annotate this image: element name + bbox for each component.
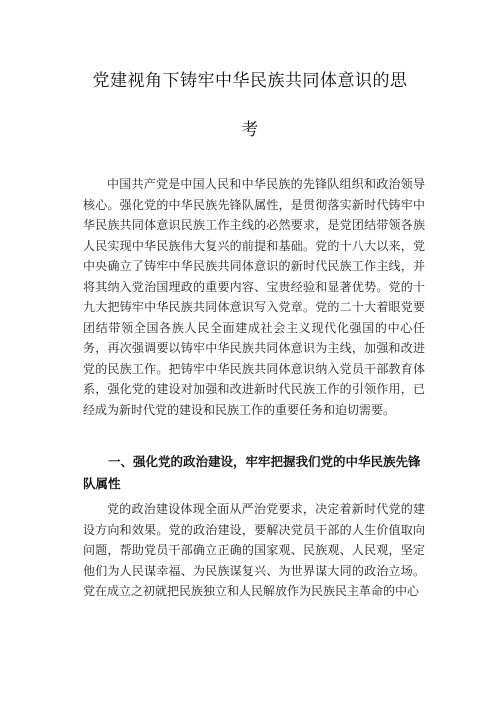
section-paragraph: 党的政治建设体现全面从严治党要求，决定着新时代党的建设方向和效果。党的政治建设，要解决党员干部的人生价值取向问题，帮助党员干部确立正确的国家观、民族观、人民观，坚定他们为人民谋幸福、为民族谋复兴、为世界谋大同的政治立场。党在成立之初就把民族独立和人民解放作为民族民主革命的中心 bbox=[83, 502, 425, 598]
intro-paragraph: 中国共产党是中国人民和中华民族的先锋队组织和政治领导核心。强化党的中华民族先锋队属性，是贯彻落实新时代铸牢中华民族共同体意识民族工作主线的必然要求，是党团结带领各族人民实现中华民族伟大复兴的前提和基础。党的十八大以来，党中央确立了铸牢中华民族共同体意识的新时代民族工作主线，并将其纳入党治国理政的重要内容、宝贵经验和显著优势。党的十九大把铸牢中华民族共同体意识写入党章。党的二十大着眼党要团结带领全国各族人民全面建成社会主义现代化强国的中心任务，再次强调要以铸牢中华民族共同体意识为主线，加强和改进党的民族工作。把铸牢中华民族共同体意识纳入党员干部教育体系，强化党的建设对加强和改进新时代民族工作的引领作用，已经成为新时代党的建设和民族工作的重要任务和迫切需要。 bbox=[83, 177, 425, 417]
document-title-line1: 党建视角下铸牢中华民族共同体意识的思 bbox=[92, 71, 408, 91]
document-title-line2: 考 bbox=[241, 120, 259, 140]
section-heading: 一、强化党的政治建设，牢牢把握我们党的中华民族先锋队属性 bbox=[83, 454, 421, 491]
